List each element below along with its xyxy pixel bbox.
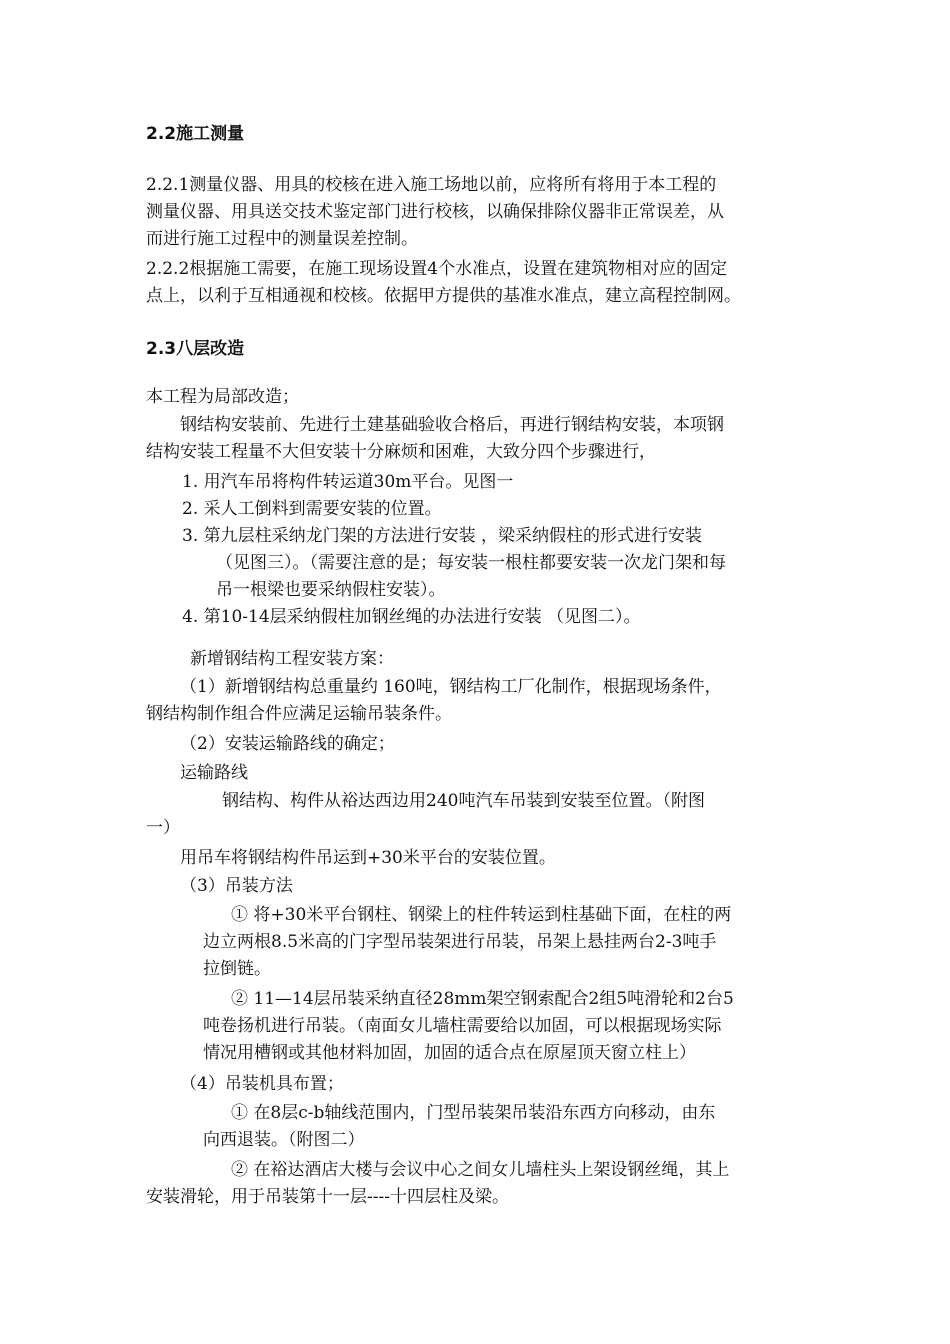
- text-line: 吨卷扬机进行吊装。（南面女儿墙柱需要给以加固，可以根据现场实际: [203, 1016, 722, 1036]
- paragraph-2-2-1: [146, 172, 724, 253]
- method-1: [203, 902, 731, 983]
- step-item: 4. 第10-14层采纳假柱加钢丝绳的办法进行安装 （见图二）。: [182, 607, 641, 627]
- text-line: 情况用槽钢或其他材料加固，加固的适合点在原屋顶天窗立柱上）: [203, 1043, 696, 1063]
- text-line: 结构安装工程量不大但安装十分麻烦和困难，大致分四个步骤进行，: [146, 442, 656, 462]
- steps-list: [182, 469, 726, 631]
- text-line: 钢结构、构件从裕达西边用240吨汽车吊装到安装至位置。（附图: [222, 791, 705, 811]
- route-title: 运输路线: [180, 763, 248, 783]
- section-heading-2-3: 2.3八层改造: [146, 339, 245, 359]
- text-line: 钢结构制作组合件应满足运输吊装条件。: [146, 704, 452, 724]
- text-line: 钢结构安装前、先进行土建基础验收合格后，再进行钢结构安装，本项钢: [180, 415, 724, 435]
- item-4: （4）吊装机具布置；: [180, 1074, 344, 1094]
- text-line: ② 在裕达酒店大楼与会议中心之间女儿墙柱头上架设钢丝绳，其上: [231, 1160, 730, 1180]
- method-2: [203, 986, 734, 1067]
- paragraph-steel-install: [146, 412, 724, 466]
- text-line: 安装滑轮，用于吊装第十一层----十四层柱及梁。: [146, 1187, 509, 1207]
- item-2: （2）安装运输路线的确定；: [180, 734, 395, 754]
- intro-line: 本工程为局部改造；: [146, 387, 299, 407]
- text-line: ① 在8层c-b轴线范围内，门型吊装架吊装沿东西方向移动，由东: [231, 1103, 716, 1123]
- text-line: （1）新增钢结构总重量约 160吨，钢结构工厂化制作，根据现场条件，: [180, 677, 722, 697]
- text-line: 而进行施工过程中的测量误差控制。: [146, 229, 418, 249]
- step-item-continuation: （见图三）。（需要注意的是；每安装一根柱都要安装一次龙门架和每: [216, 553, 726, 573]
- item-3: （3）吊装方法: [180, 876, 293, 896]
- text-line: 点上，以利于互相通视和校核。依据甲方提供的基准水准点，建立高程控制网。: [146, 286, 741, 306]
- step-item: 1. 用汽车吊将构件转运道30m平台。见图一: [182, 472, 514, 492]
- step-item: 3. 第九层柱采纳龙门架的方法进行安装 ，梁采纳假柱的形式进行安装: [182, 526, 703, 546]
- step-item: 2. 采人工倒料到需要安装的位置。: [182, 499, 442, 519]
- item-1: [146, 674, 722, 728]
- plan-title: 新增钢结构工程安装方案：: [190, 649, 394, 669]
- text-line: 边立两根8.5米高的门字型吊装架进行吊装，吊架上悬挂两台2-3吨手: [203, 932, 717, 952]
- paragraph-2-2-2: [146, 256, 741, 310]
- section-heading-2-2: 2.2施工测量: [146, 124, 245, 144]
- text-line: 测量仪器、用具送交技术鉴定部门进行校核，以确保排除仪器非正常误差，从: [146, 202, 724, 222]
- layout-1: [203, 1100, 715, 1154]
- step-item-continuation: 吊一根梁也要采纳假柱安装）。: [216, 580, 446, 600]
- route-text: [146, 788, 705, 842]
- layout-2: [146, 1157, 729, 1211]
- text-line: 向西退装。（附图二）: [203, 1130, 365, 1150]
- route-text-2: 用吊车将钢结构件吊运到+30米平台的安装位置。: [180, 848, 556, 868]
- text-line: 2.2.1测量仪器、用具的校核在进入施工场地以前，应将所有将用于本工程的: [146, 175, 717, 195]
- text-line: 拉倒链。: [203, 959, 271, 979]
- text-line: ① 将+30米平台钢柱、钢梁上的柱件转运到柱基础下面，在柱的两: [231, 905, 732, 925]
- text-line: 2.2.2根据施工需要，在施工现场设置4个水准点，设置在建筑物相对应的固定: [146, 259, 728, 279]
- text-line: 一）: [146, 818, 180, 838]
- text-line: ② 11—14层吊装采纳直径28mm架空钢索配合2组5吨滑轮和2台5: [231, 989, 734, 1009]
